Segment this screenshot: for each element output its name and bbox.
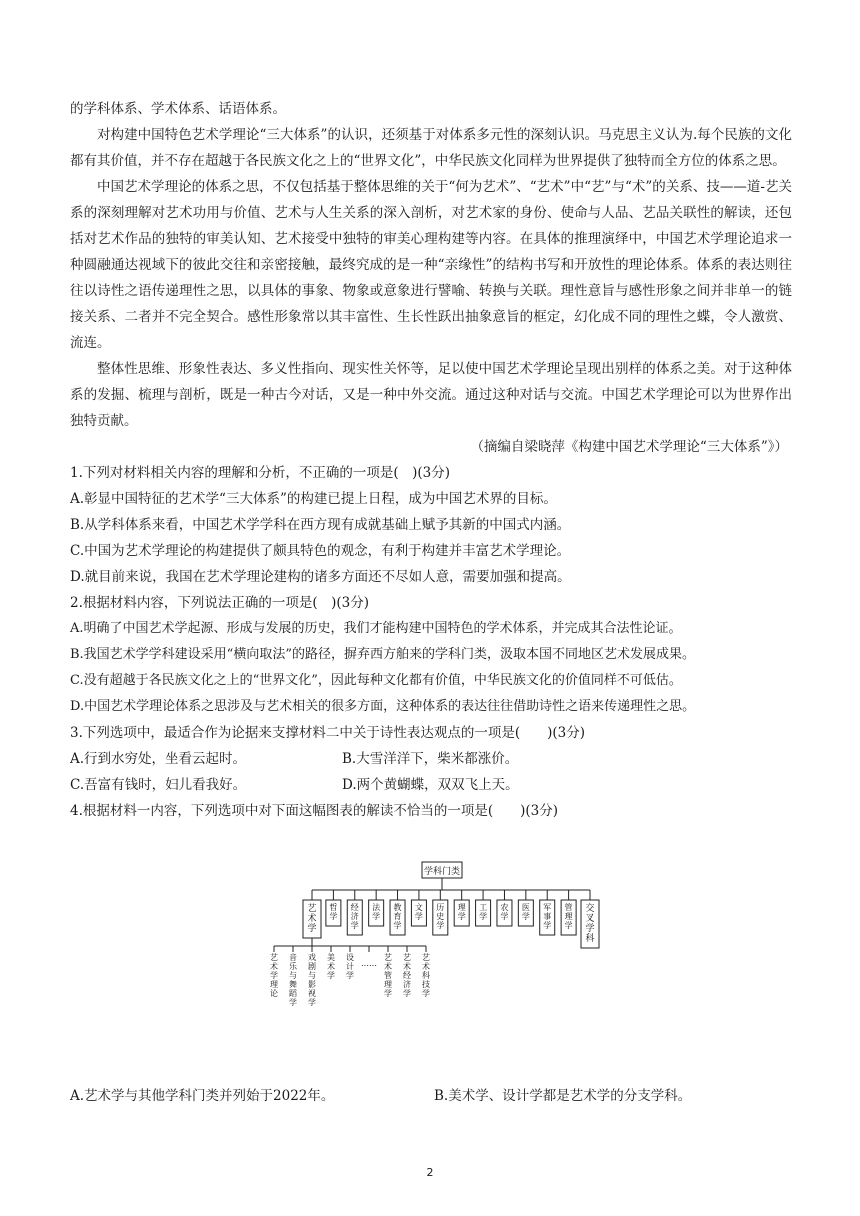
svg-text:戏: 戏: [308, 953, 316, 962]
category-label: [522, 903, 530, 921]
question-4-stem: 4.根据材料一内容，下列选项中对下面这幅图表的解读不恰当的一项是( )(3分): [70, 803, 559, 819]
svg-text:艺: 艺: [307, 904, 317, 914]
category-label: [329, 902, 337, 921]
svg-text:论: 论: [270, 989, 278, 998]
svg-text:学: 学: [564, 921, 573, 930]
svg-text:学: 学: [307, 924, 317, 934]
svg-text:计: 计: [346, 962, 354, 971]
passage-paragraph-1: 对构建中国特色艺术学理论“三大体系”的认识，还须基于对体系多元性的深刻认识。马克思主义认为.每个民族的文化都有其价值，并不存在超越于各民族文化之上的“世界文化”，中华民族文化同样为世界提供了独特而全方位的体系之思。: [70, 127, 792, 169]
question-3-option-c: C.吾富有钱时，妇儿看我好。: [70, 777, 247, 793]
subject-label: ……: [361, 959, 377, 968]
question-4-options: [70, 1083, 792, 1109]
page-number: 2: [426, 1166, 434, 1179]
svg-text:哲: 哲: [329, 903, 338, 912]
svg-text:学: 学: [479, 912, 488, 921]
svg-text:美: 美: [327, 953, 335, 962]
svg-text:学: 学: [457, 912, 466, 921]
svg-text:剧: 剧: [308, 962, 316, 971]
svg-text:教: 教: [393, 903, 402, 912]
subject-label: [270, 952, 278, 998]
svg-text:管: 管: [564, 903, 573, 912]
category-label: [479, 903, 487, 921]
question-4-option-a: A.艺术学与其他学科门类并列始于2022年。: [70, 1088, 335, 1104]
question-2-option-b: B.我国艺术学学科建设采用“横向取法”的路径，摒弃西方舶来的学科门类，汲取本国不同地区艺术发展成果。: [70, 647, 695, 662]
subject-label: [327, 952, 335, 980]
root-label: 学科门类: [423, 867, 461, 877]
svg-text:舞: 舞: [289, 980, 297, 989]
svg-text:设: 设: [346, 953, 354, 962]
svg-text:艺: 艺: [384, 953, 392, 962]
svg-text:术: 术: [384, 962, 392, 971]
svg-text:学: 学: [308, 998, 316, 1007]
svg-text:术: 术: [307, 914, 317, 924]
svg-text:工: 工: [479, 903, 488, 912]
svg-text:艺: 艺: [403, 953, 411, 962]
category-label: [458, 903, 466, 921]
discipline-tree-diagram: [266, 858, 606, 1068]
svg-text:学: 学: [543, 921, 552, 930]
svg-text:蹈: 蹈: [289, 989, 297, 998]
svg-text:术: 术: [327, 962, 335, 971]
subject-label: [384, 952, 392, 998]
subject-label: [346, 953, 354, 980]
question-2-option-a: A.明确了中国艺术学起源、形成与发展的历史，我们才能构建中国特色的学术体系，并完成其合法性论证。: [70, 621, 682, 636]
svg-text:文: 文: [414, 903, 423, 912]
question-3-option-d: D.两个黄蝴蝶，双双飞上天。: [342, 777, 519, 793]
svg-text:术: 术: [422, 962, 430, 971]
svg-text:学: 学: [422, 989, 430, 998]
category-label: [415, 902, 423, 921]
category-label: [500, 902, 508, 921]
category-label: [543, 903, 551, 930]
svg-text:理: 理: [457, 903, 466, 912]
subject-label: [308, 952, 316, 1007]
svg-text:学: 学: [500, 912, 509, 921]
svg-text:历: 历: [436, 903, 445, 912]
diagram-svg: [266, 858, 606, 1068]
svg-text:交: 交: [585, 904, 595, 914]
question-2-option-d: D.中国艺术学理论体系之思涉及与艺术相关的很多方面，这种体系的表达往往借助诗性之语来传递理性之思。: [70, 699, 696, 714]
question-1-option-a: A.彰显中国特征的艺术学“三大体系”的构建已提上日程，成为中国艺术界的目标。: [70, 491, 557, 507]
svg-text:学: 学: [585, 924, 595, 934]
svg-text:叉: 叉: [585, 914, 595, 924]
svg-text:与: 与: [308, 971, 316, 980]
svg-text:艺: 艺: [270, 953, 278, 962]
svg-text:视: 视: [308, 989, 316, 998]
svg-text:学: 学: [346, 971, 354, 980]
svg-text:法: 法: [372, 903, 381, 912]
svg-text:理: 理: [270, 980, 278, 989]
category-label: [585, 902, 594, 944]
category-label: [372, 902, 381, 921]
passage-paragraph-2: 中国艺术学理论的体系之思，不仅包括基于整体思维的关于“何为艺术”、“艺术”中“艺”与“术”的关系、技——道-艺关系的深刻理解对艺术功用与价值、艺术与人生关系的深入剖析，对艺术家的身份、使命与人品、艺品关联性的解读，还包括对艺术作品的独特的审美认知、艺术接受中独特的审美心理构建等内容。在具体的推理演绎中，中国艺术学理论追求一种圆融通达视域下的彼此交往和亲密接触，最终究成的是一种“亲缘性”的结构书写和开放性的理论体系。体系的表达则往往以诗性之语传递理性之思，以具体的事象、物象或意象进行譬喻、转换与关联。理性意旨与感性形象之间并非单一的链接关系、二者并不完全契合。感性形象常以其丰富性、生长性跃出抽象意旨的框定，幻化成不同的理性之蝶，令人激赏、流连。: [70, 179, 792, 351]
svg-text:乐: 乐: [289, 962, 297, 971]
svg-text:学: 学: [436, 921, 445, 930]
svg-text:农: 农: [500, 903, 509, 912]
svg-text:育: 育: [393, 912, 402, 921]
category-label: [565, 902, 573, 930]
svg-text:音: 音: [289, 953, 297, 962]
question-1-option-c: C.中国为艺术学理论的构建提供了颇具特色的观念，有利于构建并丰富艺术学理论。: [70, 543, 571, 559]
svg-text:史: 史: [436, 912, 445, 921]
question-1-option-b: B.从学科体系来看，中国艺术学学科在西方现有成就基础上赋予其新的中国式内涵。: [70, 517, 571, 533]
subject-label: [403, 952, 411, 998]
svg-text:学: 学: [270, 971, 278, 980]
category-label: [436, 903, 444, 930]
question-3-option-b: B.大雪洋洋下，柴米都涨价。: [342, 751, 519, 767]
question-3-options-row-2: [70, 772, 792, 798]
svg-text:学: 学: [289, 998, 297, 1007]
category-label: [351, 903, 359, 930]
passage-source: （摘编自梁晓萍《构建中国艺术学理论“三大体系”》）: [470, 439, 788, 455]
svg-text:理: 理: [384, 980, 392, 989]
question-3-option-a: A.行到水穷处，坐看云起时。: [70, 751, 247, 767]
passage-line-0: 的学科体系、学术体系、话语体系。: [70, 101, 286, 117]
svg-text:学: 学: [403, 989, 411, 998]
svg-text:经: 经: [403, 971, 411, 980]
svg-text:经: 经: [350, 903, 359, 912]
svg-text:技: 技: [422, 980, 430, 989]
svg-text:术: 术: [270, 962, 278, 971]
reading-passage: [70, 96, 792, 824]
category-label: [307, 902, 316, 934]
question-1-stem: 1.下列对材料相关内容的理解和分析，不正确的一项是( )(3分): [70, 465, 451, 481]
svg-text:学: 学: [350, 921, 359, 930]
svg-text:与: 与: [289, 971, 297, 980]
svg-text:学: 学: [521, 912, 530, 921]
question-2-stem: 2.根据材料内容，下列说法正确的一项是( )(3分): [70, 595, 370, 611]
svg-text:事: 事: [543, 912, 552, 921]
svg-text:艺: 艺: [422, 953, 430, 962]
svg-text:军: 军: [543, 903, 552, 912]
svg-text:学: 学: [384, 989, 392, 998]
svg-text:科: 科: [422, 971, 430, 980]
svg-text:理: 理: [564, 912, 573, 921]
passage-paragraph-3: 整体性思维、形象性表达、多义性指向、现实性关怀等，足以使中国艺术学理论呈现出别样的体系之美。对于这种体系的发掘、梳理与剖析，既是一种古今对话，又是一种中外交流。通过这种对话与交流。中国艺术学理论可以为世界作出独特贡献。: [70, 361, 792, 429]
category-label: [394, 902, 402, 930]
svg-text:学: 学: [327, 971, 335, 980]
svg-text:济: 济: [403, 980, 411, 989]
svg-text:科: 科: [585, 934, 595, 944]
subject-label: [422, 952, 430, 998]
subject-label: [289, 952, 298, 1007]
svg-text:医: 医: [521, 903, 530, 912]
svg-text:学: 学: [414, 912, 423, 921]
question-1-option-d: D.就目前来说，我国在艺术学理论建构的诸多方面还不尽如人意，需要加强和提高。: [70, 569, 571, 585]
svg-text:管: 管: [384, 971, 392, 980]
question-3-stem: 3.下列选项中，最适合作为论据来支撑材料二中关于诗性表达观点的一项是( )(3分): [70, 725, 586, 741]
question-2-option-c: C.没有超越于各民族文化之上的“世界文化”，因此每种文化都有价值，中华民族文化的价值同样不可低估。: [70, 673, 682, 688]
svg-text:学: 学: [329, 912, 338, 921]
svg-text:术: 术: [403, 962, 411, 971]
svg-text:学: 学: [372, 912, 381, 921]
svg-text:学: 学: [393, 921, 402, 930]
svg-text:影: 影: [308, 980, 316, 989]
svg-text:济: 济: [350, 912, 359, 921]
question-3-options-row-1: [70, 746, 792, 772]
question-4-option-b: B.美术学、设计学都是艺术学的分支学科。: [434, 1088, 692, 1104]
